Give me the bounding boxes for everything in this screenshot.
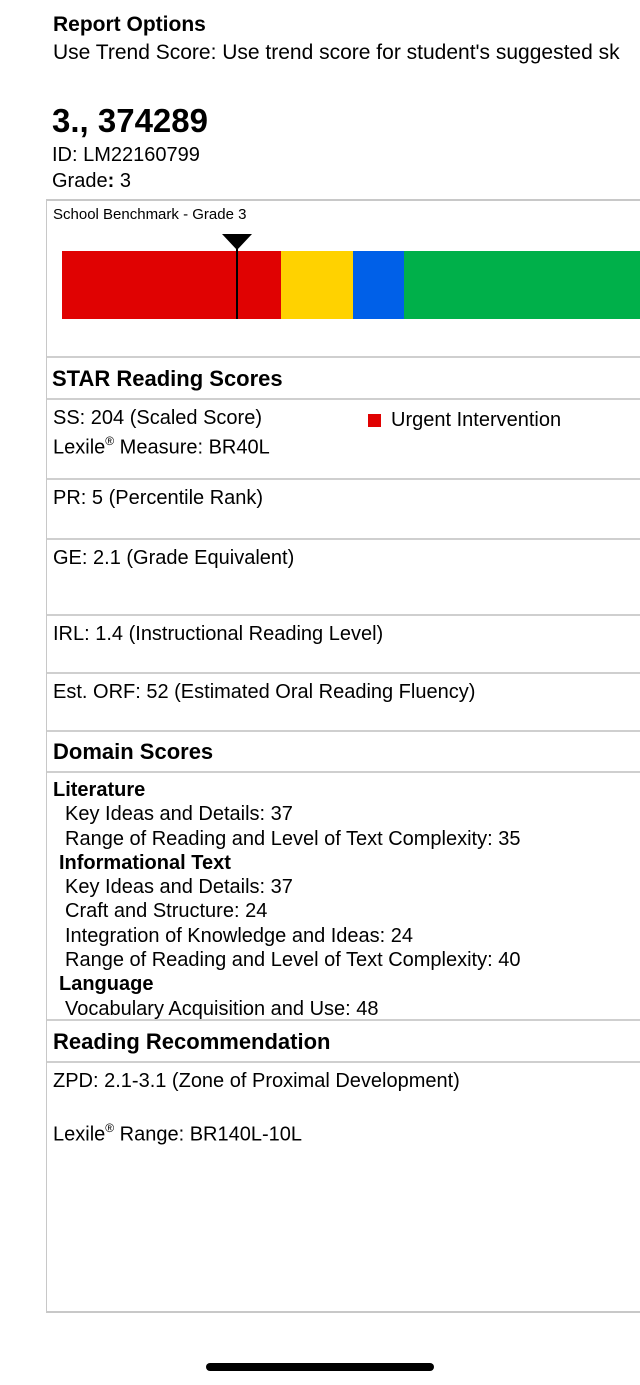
- urgent-square-icon: [368, 414, 381, 427]
- student-info: [52, 100, 208, 194]
- lexile-measure: [53, 430, 270, 460]
- score-marker-line: [236, 246, 238, 319]
- grade-value: 3: [114, 170, 131, 192]
- domain-scores-heading-text: Domain Scores: [53, 739, 214, 764]
- urgent-intervention-legend: [368, 408, 561, 432]
- benchmark-segment-on-watch: [353, 251, 404, 319]
- urgent-intervention-label: Urgent Intervention: [391, 409, 562, 431]
- student-id-value: LM22160799: [83, 144, 200, 166]
- zpd-text: ZPD: 2.1-3.1 (Zone of Proximal Development): [53, 1070, 460, 1092]
- grade-label: Grade: [52, 170, 108, 192]
- lit-range: Range of Reading and Level of Text Complexity: 35: [65, 827, 521, 850]
- benchmark-chart: [47, 201, 640, 358]
- home-indicator[interactable]: [206, 1363, 434, 1371]
- domain-scores-heading: [47, 732, 640, 773]
- domain-scores-list: [47, 773, 640, 1021]
- literature-group: Literature: [53, 779, 146, 801]
- benchmark-bar: [62, 251, 640, 319]
- reading-recommendation-heading: [47, 1021, 640, 1063]
- orf-row: [47, 674, 640, 732]
- benchmark-segment-at-above: [404, 251, 640, 319]
- irl-text: IRL: 1.4 (Instructional Reading Level): [53, 623, 384, 645]
- student-id: [52, 142, 208, 168]
- lexile-prefix: Lexile: [53, 436, 106, 459]
- benchmark-segment-intervention: [281, 251, 353, 319]
- benchmark-label: School Benchmark - Grade 3: [53, 206, 247, 223]
- student-grade: [52, 168, 208, 194]
- inf-range: Range of Reading and Level of Text Complexity: 40: [65, 949, 521, 972]
- trend-score-option: Use Trend Score: Use trend score for student's suggested sk: [53, 41, 620, 64]
- inf-craft: Craft and Structure: 24: [65, 900, 268, 923]
- ss-text: SS: 204 (Scaled Score): [53, 407, 262, 429]
- ge-text: GE: 2.1 (Grade Equivalent): [53, 547, 295, 569]
- inf-key-ideas: Key Ideas and Details: 37: [65, 876, 293, 899]
- lexile-measure-value: Measure: BR40L: [114, 436, 270, 459]
- lexile-range-prefix: Lexile: [53, 1123, 106, 1146]
- orf-text: Est. ORF: 52 (Estimated Oral Reading Fluency): [53, 681, 476, 703]
- student-id-label: ID:: [52, 144, 84, 166]
- report-panel: [46, 199, 640, 1313]
- registered-mark: ®: [105, 434, 115, 448]
- grade-colon: :: [107, 170, 115, 192]
- report-options: [53, 12, 640, 68]
- lit-key-ideas: Key Ideas and Details: 37: [65, 803, 293, 826]
- student-name: 3., 374289: [52, 102, 208, 139]
- informational-group: Informational Text: [59, 851, 231, 874]
- benchmark-segment-urgent: [62, 251, 281, 319]
- language-group: Language: [59, 973, 154, 996]
- ss-row: [47, 400, 640, 480]
- report-options-title: Report Options: [53, 13, 206, 36]
- reading-recommendation-heading-text: Reading Recommendation: [53, 1029, 331, 1054]
- lexile-range: [53, 1117, 302, 1147]
- ge-row: [47, 540, 640, 616]
- inf-integration: Integration of Knowledge and Ideas: 24: [65, 924, 414, 947]
- registered-mark-2: ®: [105, 1121, 115, 1135]
- pr-text: PR: 5 (Percentile Rank): [53, 487, 264, 509]
- irl-row: [47, 616, 640, 674]
- lang-vocab: Vocabulary Acquisition and Use: 48: [65, 997, 379, 1020]
- star-scores-heading: [47, 358, 640, 400]
- star-scores-heading-text: STAR Reading Scores: [52, 366, 283, 391]
- pr-row: [47, 480, 640, 540]
- lexile-range-value: Range: BR140L-10L: [114, 1123, 303, 1146]
